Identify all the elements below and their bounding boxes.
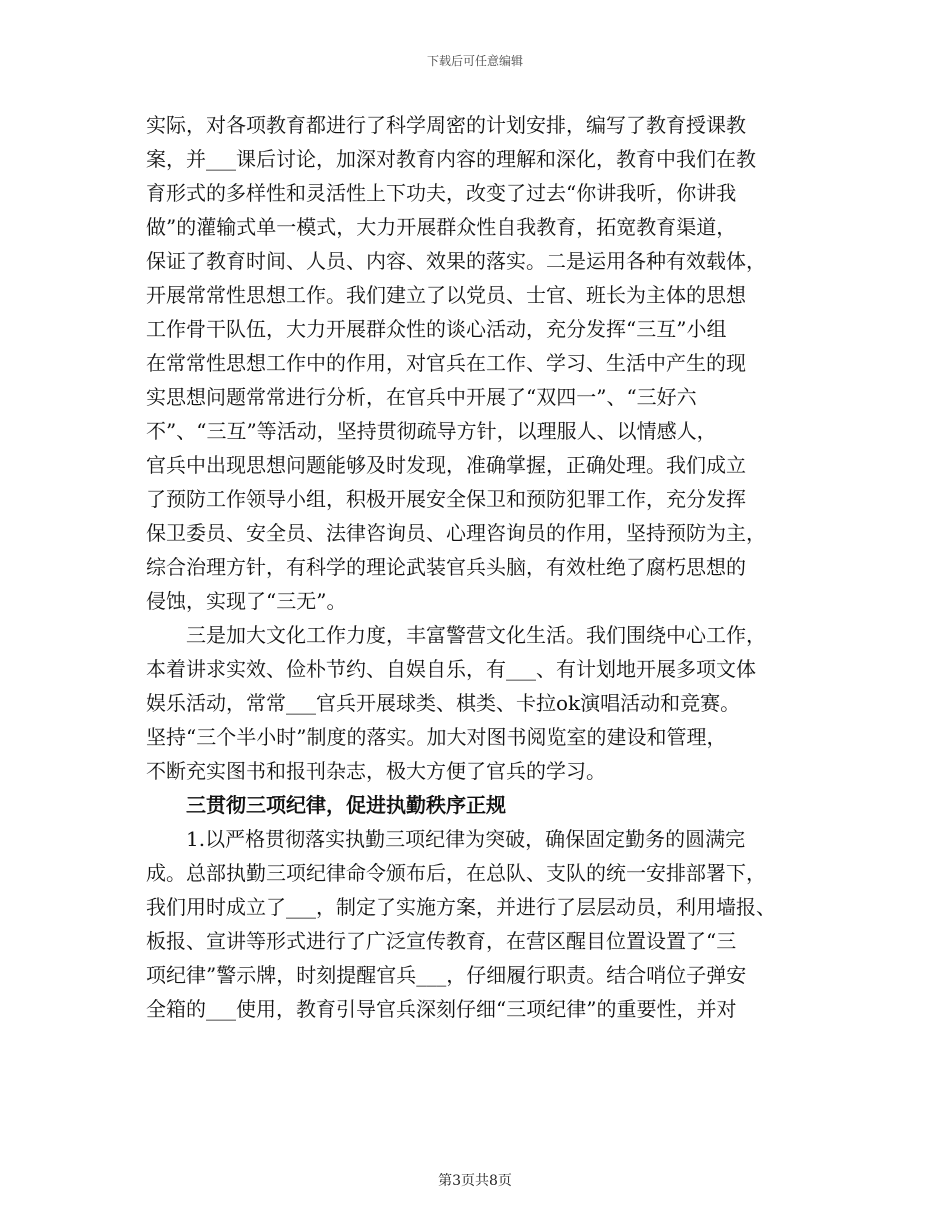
- text-line: 案，并___课后讨论，加深对教育内容的理解和深化，教育中我们在教: [146, 147, 756, 171]
- text-line: 综合治理方针，有科学的理论武装官兵头脑，有效杜绝了腐朽思想的: [146, 555, 746, 579]
- text-line: 板报、宣讲等形式进行了广泛宣传教育，在营区醒目位置设置了“三: [146, 929, 737, 953]
- text-line: 娱乐活动，常常___官兵开展球类、棋类、卡拉ok演唱活动和竞赛。: [146, 691, 741, 715]
- text-line: 保卫委员、安全员、法律咨询员、心理咨询员的作用，坚持预防为主，: [146, 521, 766, 545]
- text-line: 在常常性思想工作中的作用，对官兵在工作、学习、生活中产生的现: [146, 351, 746, 375]
- text-line: 官兵中出现思想问题能够及时发现，准确掌握，正确处理。我们成立: [146, 453, 746, 477]
- text-line: 项纪律”警示牌，时刻提醒官兵___，仔细履行职责。结合哨位子弹安: [146, 963, 747, 987]
- text-line: 不断充实图书和报刊杂志，极大方便了官兵的学习。: [146, 759, 606, 783]
- text-line: 做”的灌输式单一模式，大力开展群众性自我教育，拓宽教育渠道，: [146, 215, 737, 239]
- text-line: 工作骨干队伍，大力开展群众性的谈心活动，充分发挥“三互”小组: [146, 317, 727, 341]
- text-line: 保证了教育时间、人员、内容、效果的落实。二是运用各种有效载体，: [146, 249, 766, 273]
- text-line: 三是加大文化工作力度，丰富警营文化生活。我们围绕中心工作，: [186, 623, 766, 647]
- page-number: 第3页共8页: [438, 1173, 512, 1189]
- text-line: 实际，对各项教育都进行了科学周密的计划安排，编写了教育授课教: [146, 113, 746, 137]
- text-line: 侵蚀，实现了“三无”。: [146, 589, 347, 613]
- section-heading: 三贯彻三项纪律，促进执勤秩序正规: [186, 793, 506, 817]
- text-line: 开展常常性思想工作。我们建立了以党员、士官、班长为主体的思想: [146, 283, 746, 307]
- text-line: 我们用时成立了___，制定了实施方案，并进行了层层动员，利用墙报、: [146, 895, 776, 919]
- text-line: 1.以严格贯彻落实执勤三项纪律为突破，确保固定勤务的圆满完: [186, 827, 746, 851]
- text-line: 成。总部执勤三项纪律命令颁布后，在总队、支队的统一安排部署下，: [146, 861, 766, 885]
- text-line: 实思想问题常常进行分析，在官兵中开展了“双四一”、“三好六: [146, 385, 697, 409]
- text-line: 坚持“三个半小时”制度的落实。加大对图书阅览室的建设和管理，: [146, 725, 727, 749]
- page-header: 下载后可任意编辑: [426, 54, 523, 68]
- document-body: [146, 108, 822, 1026]
- text-line: 了预防工作领导小组，积极开展安全保卫和预防犯罪工作，充分发挥: [146, 487, 746, 511]
- text-line: 全箱的___使用，教育引导官兵深刻仔细“三项纪律”的重要性，并对: [146, 997, 737, 1021]
- text-line: 不”、“三互”等活动，坚持贯彻疏导方针，以理服人、以情感人，: [146, 419, 717, 443]
- text-line: 本着讲求实效、俭朴节约、自娱自乐，有___、有计划地开展多项文体: [146, 657, 756, 681]
- text-line: 育形式的多样性和灵活性上下功夫，改变了过去“你讲我听，你讲我: [146, 181, 737, 205]
